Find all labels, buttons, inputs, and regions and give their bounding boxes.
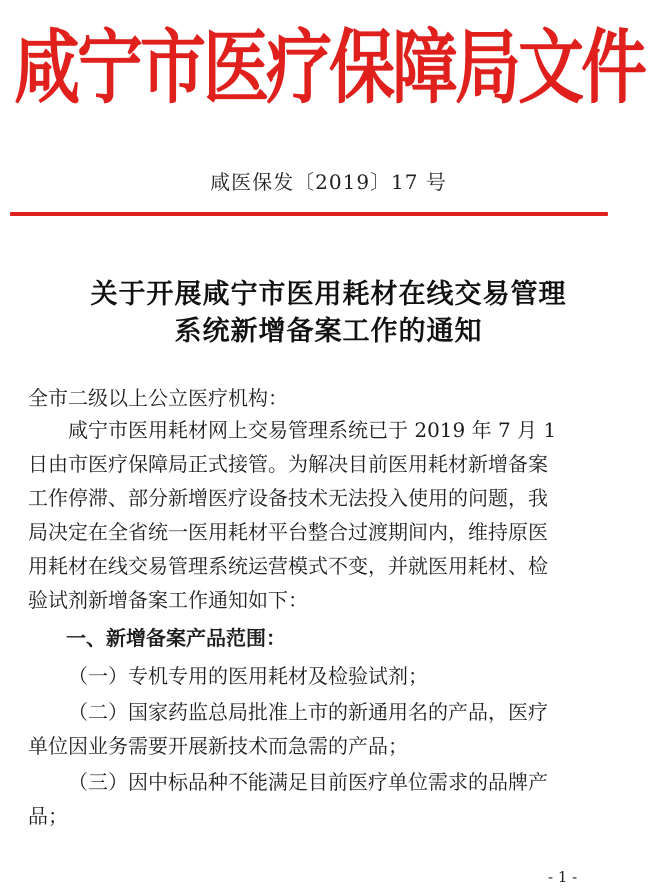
paragraph-line: 咸宁市医用耗材网上交易管理系统已于 2019 年 7 月 1 — [68, 418, 557, 442]
list-item: （二）国家药监总局批准上市的新通用名的产品，医疗 — [68, 700, 548, 724]
notice-title-line-2: 系统新增备案工作的通知 — [174, 316, 483, 347]
notice-title-line-1: 关于开展咸宁市医用耗材在线交易管理 — [90, 279, 567, 310]
paragraph-line: 验试剂新增备案工作通知如下： — [28, 588, 308, 612]
page-number: - 1 - — [548, 868, 578, 886]
paragraph-line: 工作停滞、部分新增医疗设备技术无法投入使用的问题，我 — [28, 486, 548, 510]
paragraph-line: 局决定在全省统一医用耗材平台整合过渡期间内，维持原医 — [28, 520, 548, 544]
list-item: （三）因中标品种不能满足目前医疗单位需求的品牌产 — [68, 770, 548, 794]
list-item-continuation: 单位因业务需要开展新技术而急需的产品； — [28, 734, 408, 758]
red-divider-line — [10, 212, 608, 216]
section-heading: 一、新增备案产品范围： — [66, 626, 286, 650]
list-item-continuation: 品； — [28, 804, 68, 828]
paragraph-line: 日由市医疗保障局正式接管。为解决目前医用耗材新增备案 — [28, 452, 548, 476]
paragraph-line: 用耗材在线交易管理系统运营模式不变，并就医用耗材、检 — [28, 554, 548, 578]
list-item: （一）专机专用的医用耗材及检验试剂； — [68, 664, 428, 688]
document-number: 咸医保发〔2019〕17 号 — [210, 170, 447, 194]
document-header-title: 咸宁市医疗保障局文件 — [14, 20, 644, 115]
salutation: 全市二级以上公立医疗机构： — [28, 386, 288, 410]
